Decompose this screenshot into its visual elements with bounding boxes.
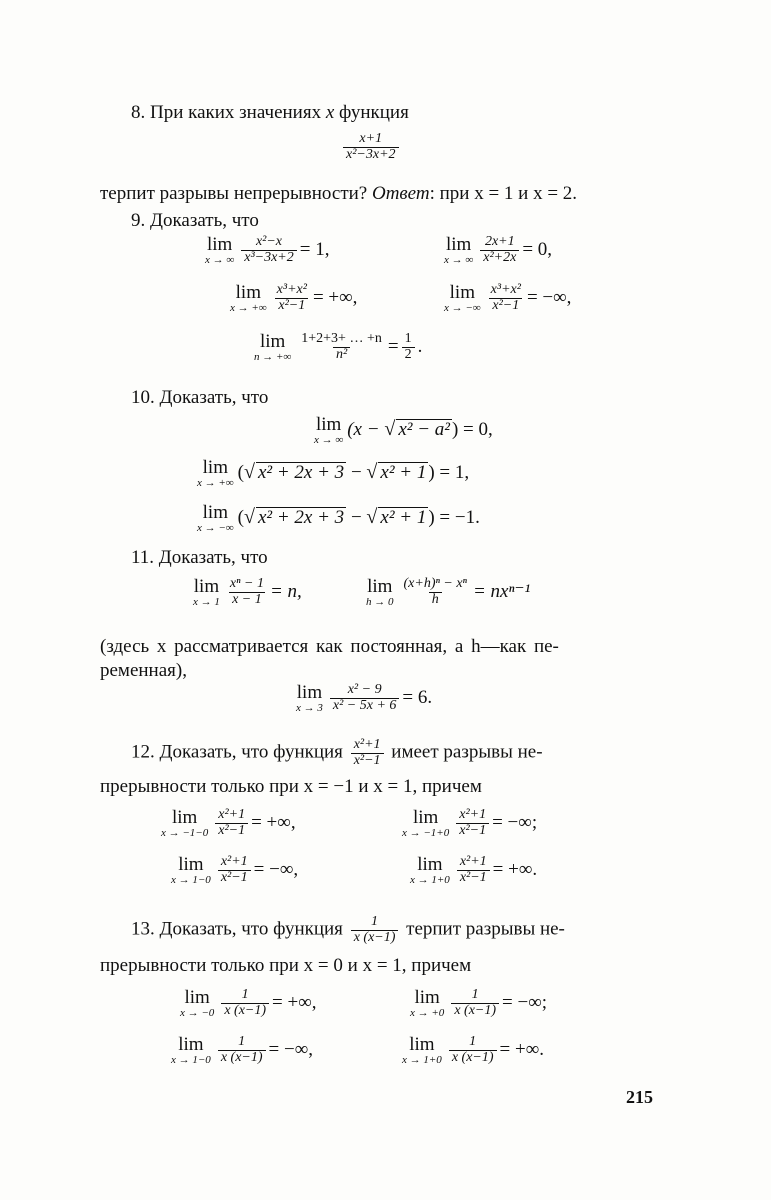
limit-expression: lim x → −0 $\frac{1}{x (x-1)}$ = +∞, [180, 987, 317, 1019]
problem-number: 9. [131, 210, 146, 231]
function-fraction: $\frac{x+1}{\text{x²−3x+2}}$ [340, 132, 402, 162]
limit-expression: lim x → 1+0 $\frac{\text{x²+1}}{\text{x²−1}}$ = +∞. [410, 854, 538, 886]
limit-expression: lim x → ∞ (x − √ x² − a² ) = 0, [314, 414, 493, 446]
limit-expression: lim x → 1 $\frac{\text{xⁿ − 1}}{x - 1}$ = n, [193, 576, 302, 608]
limit-expression: lim x → ∞ $\frac{\text{x²−x}}{\text{x³−3x+2}}$ = 1, [205, 234, 330, 266]
problem-number: 12. [131, 741, 155, 763]
page-number: 215 [626, 1087, 653, 1107]
problem-12-line2: прерывности только при x = −1 и x = 1, причем [100, 776, 482, 797]
problem-8-line2: терпит разрывы непрерывности? Ответ: при x = 1 и x = 2. [100, 183, 578, 204]
limit-expression: lim x → +∞ $\frac{\text{x³+x²}}{\text{x²−1}}$ = +∞, [230, 282, 358, 314]
limit-expression: lim x → −∞ $\frac{\text{x³+x²}}{\text{x²−1}}$ = −∞, [444, 282, 572, 314]
limit-expression: lim h → 0 $\frac{\text{(x+h)ⁿ − xⁿ}}{h}$ = nxⁿ⁻¹ [366, 576, 531, 608]
problem-8-line1: 8. При каких значениях x функция [131, 102, 409, 123]
problem-12-line1: 12. Доказать, что функция $\frac{\text{x²+1}}{\text{x²−1}}$ имеет разрывы не- [131, 737, 543, 768]
problem-number: 10. [131, 387, 155, 408]
limit-expression: lim x → −1+0 $\frac{\text{x²+1}}{\text{x²−1}}$ = −∞; [402, 807, 538, 839]
limit-expression: lim x → +∞ ( √ x² + 2x + 3 − √ x² + 1 ) = 1, [197, 457, 470, 489]
limit-expression: lim x → ∞ $\frac{2x+1}{\text{x²+2x}}$ = 0, [444, 234, 553, 266]
limit-expression: lim x → 1−0 $\frac{\text{x²+1}}{\text{x²−1}}$ = −∞, [171, 854, 299, 886]
limit-expression: lim x → 3 $\frac{\text{x² − 9}}{\text{x² − 5x + 6}}$ = 6. [296, 682, 433, 714]
limit-expression: lim n → +∞ $\frac{1+2+3+ \dots +n}{\text{n²}}$ = $\frac{1}{2}$ . [254, 331, 423, 363]
problem-10-heading: 10. Доказать, что [131, 387, 269, 408]
limit-expression: lim x → −1−0 $\frac{\text{x²+1}}{\text{x²−1}}$ = +∞, [161, 807, 296, 839]
limit-expression: lim x → 1+0 $\frac{1}{x (x-1)}$ = +∞. [402, 1034, 544, 1066]
problem-9-heading: 9. Доказать, что [131, 210, 259, 231]
problem-11-heading: 11. Доказать, что [131, 547, 268, 568]
note-line2: ременная), [100, 660, 187, 681]
problem-number: 8. [131, 102, 146, 123]
note-line1: (здесь x рассматривается как постоянная, а h—как пе- [100, 636, 559, 657]
limit-expression: lim x → +0 $\frac{1}{x (x-1)}$ = −∞; [410, 987, 548, 1019]
problem-13-line2: прерывности только при x = 0 и x = 1, причем [100, 955, 472, 976]
problem-number: 13. [131, 918, 155, 940]
limit-expression: lim x → −∞ ( √ x² + 2x + 3 − √ x² + 1 ) = −1. [197, 502, 480, 534]
problem-13-line1: 13. Доказать, что функция $\frac{1}{x (x-1)}$ терпит разрывы не- [131, 914, 565, 945]
problem-number: 11. [131, 547, 155, 568]
limit-expression: lim x → 1−0 $\frac{1}{x (x-1)}$ = −∞, [171, 1034, 313, 1066]
